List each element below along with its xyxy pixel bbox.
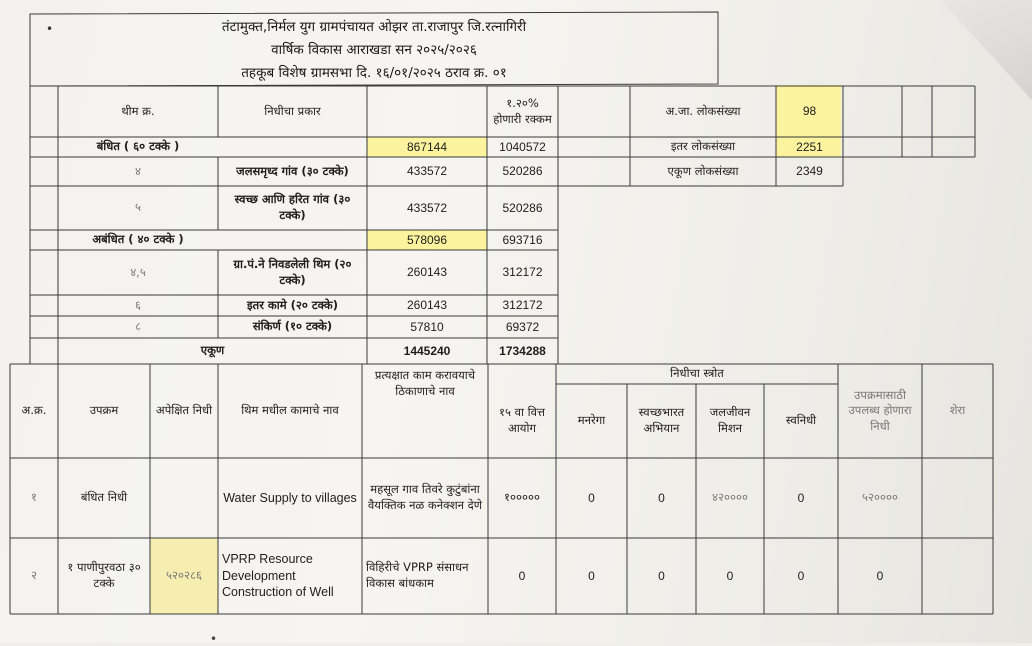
summary-row-itar-no: ६ bbox=[135, 297, 141, 312]
stray-dot: • bbox=[210, 632, 218, 646]
summary-row-jalsamruddh-amount: 433572 bbox=[406, 164, 448, 179]
works-header-fund-source: निधीचा स्त्रोत bbox=[670, 366, 724, 381]
summary-row-jalsamruddh-no: ४ bbox=[135, 163, 141, 178]
summary-header-increased: १.२०% होणारी रक्कम bbox=[493, 95, 552, 126]
works-header-swanidhi: स्वनिधी bbox=[785, 413, 817, 428]
population-sc-value: 98 bbox=[802, 104, 817, 119]
summary-row-bandhit-increased: 1040572 bbox=[499, 139, 546, 154]
works-row2-location: विहिरीचे VPRP संसाधन विकास बांधकाम bbox=[366, 560, 469, 590]
summary-row-gp-vim-type: ग्रा.पं.ने निवडलेली थिम (२० टक्के) bbox=[233, 256, 352, 287]
works-header-mgnrega: मनरेगा bbox=[577, 413, 606, 428]
summary-header-col3 bbox=[367, 86, 487, 137]
works-row1-sr: १ bbox=[31, 490, 37, 505]
works-row2-swanidhi: 0 bbox=[797, 568, 805, 583]
works-header-expected: अपेक्षित निधी bbox=[155, 403, 213, 418]
summary-row-sankirn-increased: 69372 bbox=[505, 319, 540, 334]
summary-row-bandhit-amount: 867144 bbox=[406, 139, 448, 154]
population-total-label: एकूण लोकसंख्या bbox=[667, 163, 739, 178]
works-row2-swachh-bharat: 0 bbox=[658, 568, 665, 583]
works-row1-upakram: बंधित निधी bbox=[80, 490, 128, 505]
summary-row-sankirn-no: ८ bbox=[135, 319, 141, 334]
works-row1-work-name: Water Supply to villages bbox=[223, 490, 357, 505]
works-row1-swanidhi: 0 bbox=[797, 490, 805, 505]
works-row1-location: महसूल गाव तिवरे कुटुंबांना वैयक्तिक नळ कनेक्शन देणे bbox=[367, 482, 483, 512]
population-other-value: 2251 bbox=[796, 139, 823, 154]
works-row2-expected: ५२०२८६ bbox=[166, 568, 202, 583]
works-row1-available: ५२०००० bbox=[862, 490, 898, 505]
works-row2-sr: २ bbox=[31, 568, 37, 583]
summary-row-jalsamruddh-type: जलसमृध्द गांव (३० टक्के) bbox=[236, 163, 349, 178]
summary-row-swachh-type: स्वच्छ आणि हरित गांव (३० टक्के) bbox=[234, 192, 351, 222]
summary-row-gp-vim-amount: 260143 bbox=[406, 265, 448, 280]
works-header-remarks: शेरा bbox=[949, 403, 966, 418]
works-row1-swachh-bharat: 0 bbox=[658, 490, 665, 505]
summary-row-gp-vim-increased: 312172 bbox=[502, 265, 543, 280]
works-row1-jal-jeevan: ४२०००० bbox=[712, 490, 748, 505]
summary-row-abandhit-amount: 578096 bbox=[406, 232, 448, 247]
works-row1-remarks bbox=[922, 458, 993, 538]
population-sc-label: अ.जा. लोकसंख्या bbox=[665, 103, 741, 118]
summary-total-increased: 1734288 bbox=[499, 343, 546, 358]
works-row2-fc15: 0 bbox=[518, 568, 526, 583]
works-header-sr: अ.क्र. bbox=[21, 403, 47, 418]
summary-header-fund-type: निधीचा प्रकार bbox=[264, 103, 321, 118]
summary-header-scheme-no: थीम क्र. bbox=[121, 103, 155, 118]
summary-row-jalsamruddh-increased: 520286 bbox=[502, 164, 543, 179]
works-header-jal-jeevan: जलजीवन मिशन bbox=[709, 405, 751, 435]
works-header-location: प्रत्यक्षात काम करावयाचे ठिकाणाचे नाव bbox=[374, 368, 476, 398]
header-title-line1: तंटामुक्त,निर्मल युग ग्रामपंचायत ओझर ता.राजापुर जि.रत्नागिरी bbox=[221, 19, 527, 35]
summary-total-label: एकूण bbox=[200, 343, 225, 358]
header-title-line3: तहकूब विशेष ग्रामसभा दि. १६/०१/२०२५ ठराव क्र. ०१ bbox=[241, 65, 507, 81]
summary-row-itar-type: इतर कामे (२० टक्के) bbox=[247, 297, 338, 312]
summary-row-gp-vim-no: ४,५ bbox=[130, 264, 146, 279]
summary-row-swachh-no: ५ bbox=[135, 200, 141, 215]
population-other-label: इतर लोकसंख्या bbox=[670, 139, 736, 154]
works-row2-available: 0 bbox=[876, 568, 884, 583]
summary-row-swachh-amount: 433572 bbox=[406, 200, 448, 215]
works-header-work-name: थिम मधील कामाचे नाव bbox=[241, 403, 339, 418]
corner-mark: • bbox=[46, 22, 54, 36]
summary-row-bandhit-label: बंधित ( ६० टक्के ) bbox=[96, 139, 180, 154]
works-row2-jal-jeevan: 0 bbox=[726, 568, 734, 583]
works-header-available: उपक्रमासाठी उपलब्ध होणारा निधी bbox=[848, 387, 912, 433]
summary-row-abandhit-increased: 693716 bbox=[502, 232, 543, 247]
works-row2-mgnrega: 0 bbox=[588, 568, 595, 583]
works-row2-remarks bbox=[922, 538, 993, 614]
population-total-value: 2349 bbox=[796, 164, 823, 179]
works-header-upakram: उपक्रम bbox=[89, 403, 119, 418]
summary-total-amount: 1445240 bbox=[403, 343, 451, 358]
summary-row-abandhit-label: अबंधित ( ४० टक्के ) bbox=[92, 232, 184, 247]
works-header-fc15: १५ वा वित्त आयोग bbox=[499, 405, 545, 435]
works-header-swachh-bharat: स्वच्छभारत अभियान bbox=[638, 405, 685, 435]
works-row1-fc15: १००००० bbox=[504, 490, 540, 505]
summary-row-sankirn-type: संकिर्ण (१० टक्के) bbox=[252, 319, 333, 334]
summary-row-itar-increased: 312172 bbox=[502, 298, 543, 313]
works-row2-upakram: १ पाणीपुरवठा ३० टक्के bbox=[67, 560, 141, 590]
summary-row-itar-amount: 260143 bbox=[406, 298, 448, 313]
works-row1-mgnrega: 0 bbox=[588, 490, 595, 505]
summary-row-swachh-increased: 520286 bbox=[502, 200, 543, 215]
works-row1-expected bbox=[150, 458, 218, 538]
works-row2-work-name: VPRP Resource Development Construction of Well bbox=[222, 551, 334, 600]
header-title-line2: वार्षिक विकास आराखडा सन २०२५/२०२६ bbox=[271, 42, 477, 58]
summary-row-sankirn-amount: 57810 bbox=[410, 319, 444, 334]
